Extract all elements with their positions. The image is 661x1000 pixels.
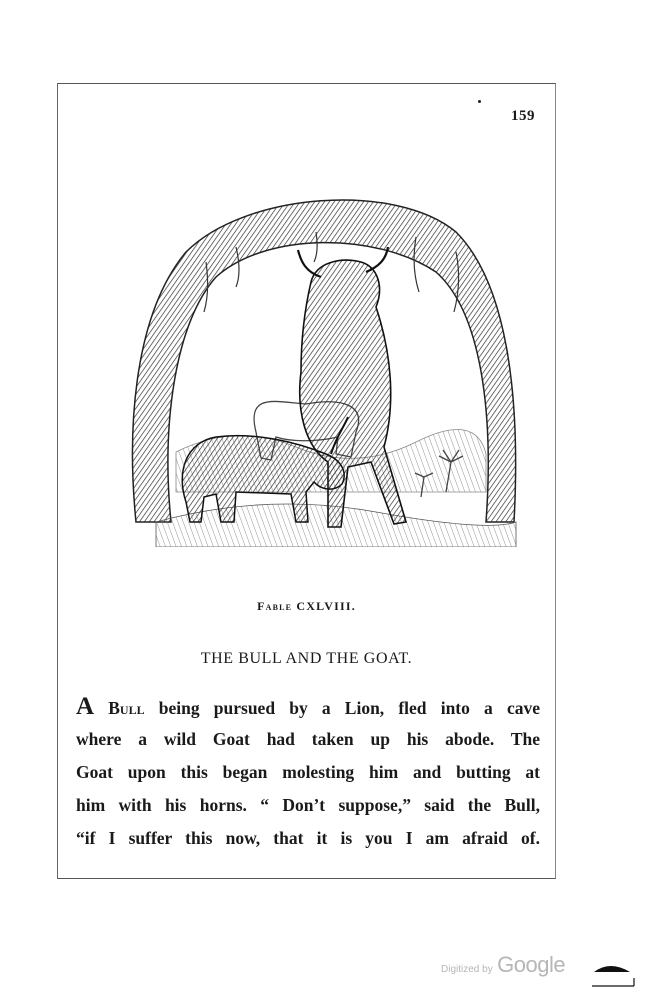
text-line: where a wild Goat had taken up his abode. The: [76, 729, 540, 749]
watermark-prefix: Digitized by: [441, 964, 493, 975]
fable-title: THE BULL AND THE GOAT.: [200, 650, 413, 667]
text-line: Goat upon this began molesting him and butting at: [76, 762, 540, 782]
fable-number: [58, 599, 555, 614]
book-page: [57, 83, 556, 879]
fable-number-prefix: Fable: [257, 599, 293, 613]
ink-speck: [478, 100, 481, 103]
fable-number-roman: CXLVIII.: [296, 599, 356, 613]
fable-illustration: [116, 192, 524, 547]
text-line: him with his horns. “ Don’t suppose,” said the Bull,: [76, 795, 540, 815]
page-number: 159: [511, 108, 535, 124]
digitized-watermark: [441, 952, 565, 978]
drop-cap: A: [76, 693, 95, 720]
text-line: “if I suffer this now, that it is you I am afraid of.: [76, 828, 540, 848]
text-line: [76, 690, 540, 723]
fable-text: [76, 690, 540, 855]
smallcaps-word: Bull: [108, 698, 145, 718]
text-line-content: being pursued by a Lion, fled into a cave: [158, 698, 540, 718]
page-curl-icon: [590, 958, 640, 988]
watermark-brand: Google: [497, 952, 566, 977]
